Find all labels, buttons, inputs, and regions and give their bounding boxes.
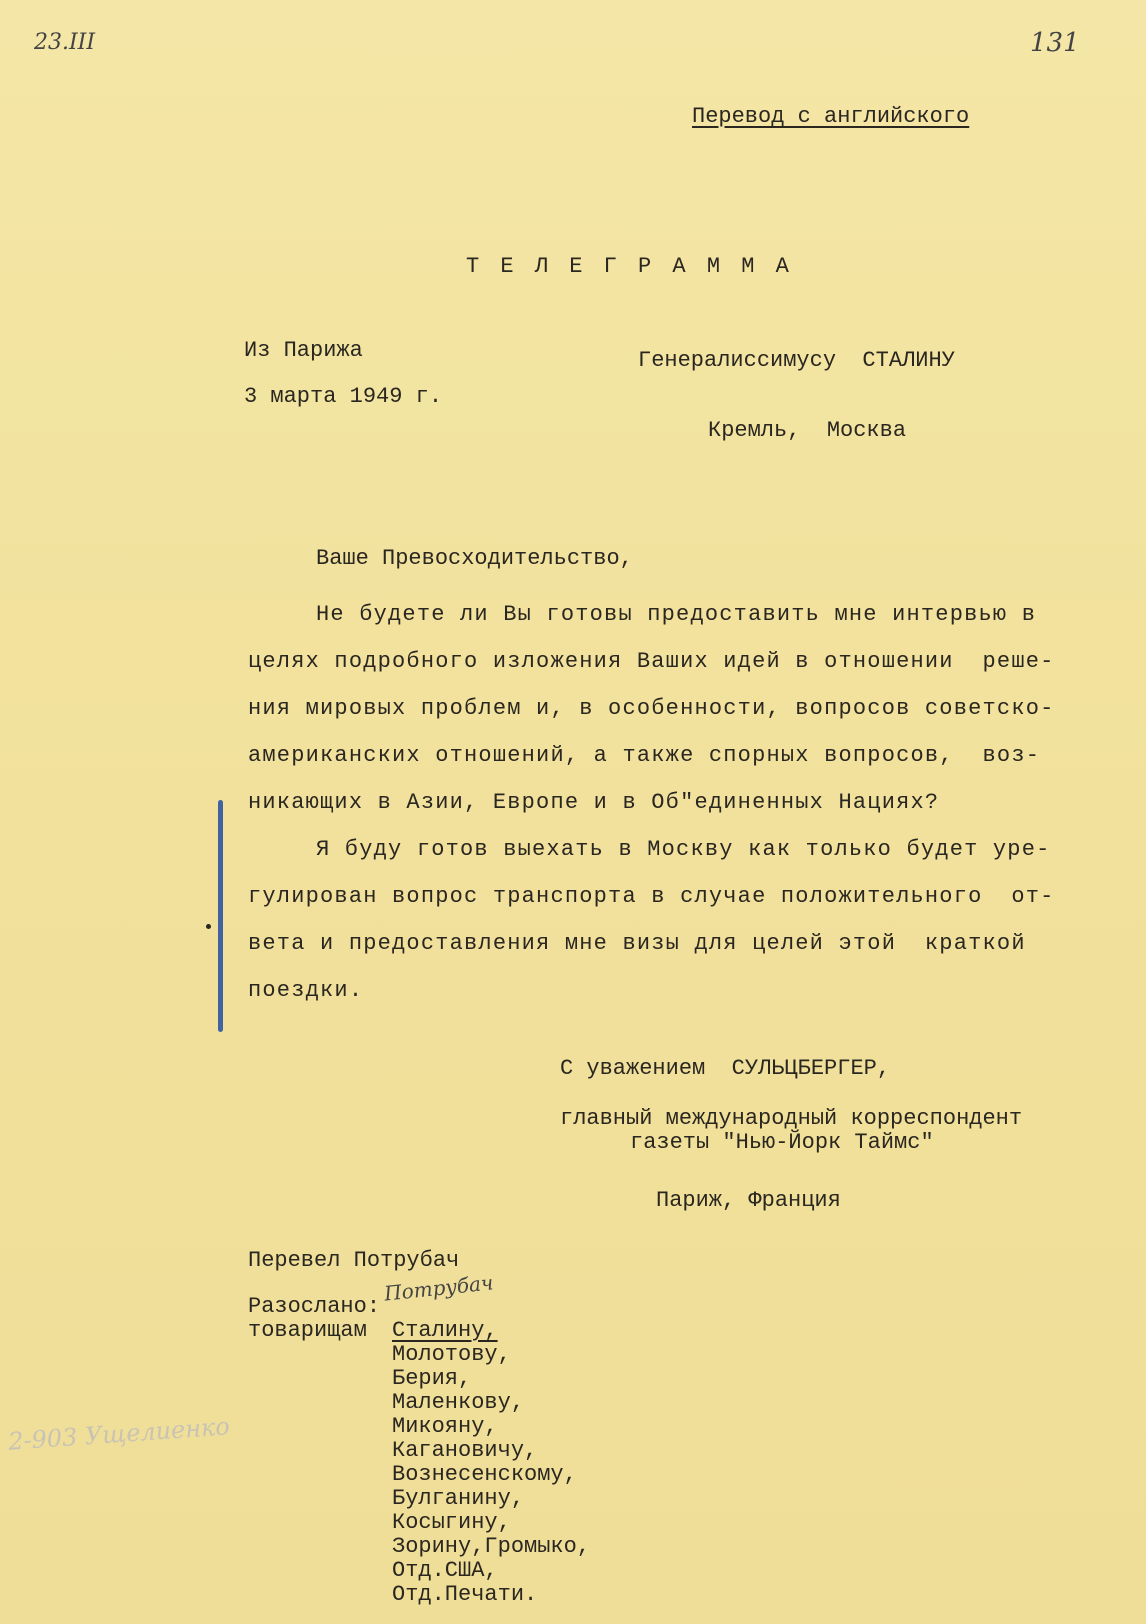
blue-pencil-margin-mark — [218, 800, 223, 1032]
body-line: поездки. — [248, 978, 364, 1003]
distribution-recipient: Берия, — [392, 1366, 472, 1391]
distribution-recipient: Микояну, — [392, 1414, 498, 1439]
distribution-to-label: товарищам — [248, 1318, 367, 1343]
page-number: 131 — [1030, 28, 1080, 58]
body-line: ния мировых проблем и, в особенности, вопросов советско- — [248, 696, 1055, 721]
distribution-label: Разослано: — [248, 1294, 381, 1319]
body-line: американских отношений, а также спорных вопросов, воз- — [248, 743, 1041, 768]
salutation: Ваше Превосходительство, — [316, 546, 633, 571]
signer-place: Париж, Франция — [656, 1188, 841, 1213]
closing: С уважением СУЛЬЦБЕРГЕР, — [560, 1056, 891, 1081]
signer-title: главный международный корреспондент — [560, 1106, 1023, 1131]
distribution-recipient: Отд.Печати. — [392, 1582, 538, 1607]
document-type-title: Т Е Л Е Г Р А М М А — [466, 254, 793, 279]
distribution-recipient: Вознесенскому, — [392, 1462, 577, 1487]
faded-margin-note: 2-903 Ущелиенко — [7, 1412, 231, 1456]
sender-location: Из Парижа — [244, 338, 363, 363]
distribution-recipient: Булганину, — [392, 1486, 525, 1511]
translation-note: Перевод с английского — [692, 104, 970, 129]
body-line: Не будете ли Вы готовы предоставить мне интервью в — [316, 602, 1037, 627]
body-line: Я буду готов выехать в Москву как только будет уре- — [316, 837, 1051, 862]
archive-note-top-left: 23.III — [34, 30, 96, 55]
distribution-recipient: Кагановичу, — [392, 1438, 538, 1463]
distribution-recipient: Косыгину, — [392, 1510, 511, 1535]
distribution-recipient: Сталину, — [392, 1318, 498, 1343]
recipient-address: Кремль, Москва — [708, 418, 907, 443]
body-line: гулирован вопрос транспорта в случае положительного от- — [248, 884, 1055, 909]
distribution-recipient: Зорину,Громыко, — [392, 1534, 591, 1559]
body-line: вета и предоставления мне визы для целей этой краткой — [248, 931, 1026, 956]
sender-date: 3 марта 1949 г. — [244, 384, 443, 409]
recipient-name: Генералиссимусу СТАЛИНУ — [638, 348, 955, 373]
signer-newspaper: газеты "Нью-Йорк Таймс" — [630, 1130, 934, 1155]
translator-signature: Потрубач — [383, 1270, 495, 1306]
distribution-recipient: Молотову, — [392, 1342, 511, 1367]
body-line: целях подробного изложения Ваших идей в отношении реше- — [248, 649, 1055, 674]
body-line: никающих в Азии, Европе и в Об"единенных Нациях? — [248, 790, 940, 815]
distribution-recipient: Отд.США, — [392, 1558, 498, 1583]
margin-dot — [206, 924, 211, 929]
translated-by: Перевел Потрубач — [248, 1248, 460, 1273]
distribution-recipient: Маленкову, — [392, 1390, 525, 1415]
